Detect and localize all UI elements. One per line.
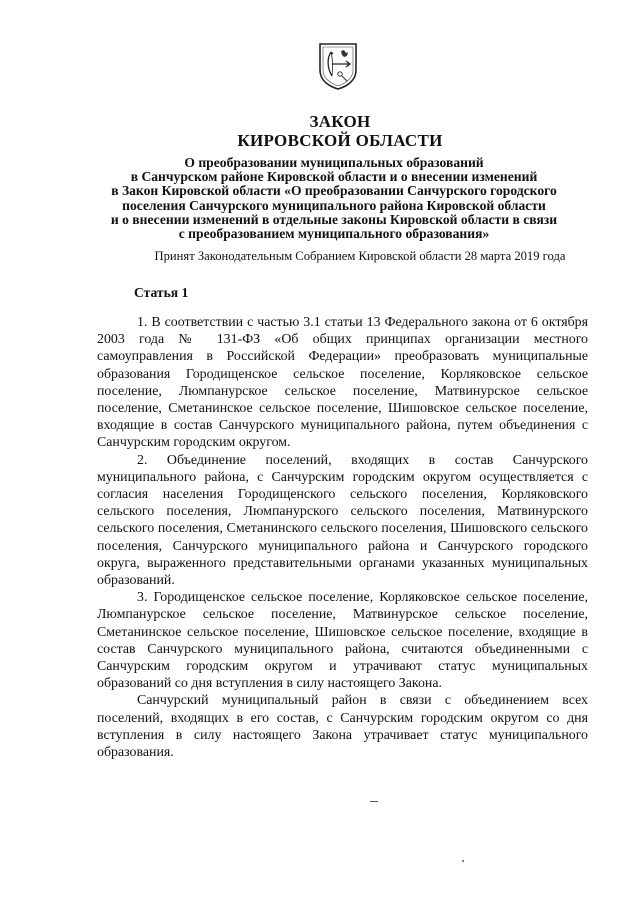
scan-artifact bbox=[462, 860, 464, 862]
law-region-title: КИРОВСКОЙ ОБЛАСТИ bbox=[237, 131, 443, 150]
article-body bbox=[97, 314, 588, 761]
scan-artifact bbox=[370, 801, 378, 802]
law-title: ЗАКОН bbox=[309, 112, 371, 131]
coat-of-arms-icon bbox=[318, 42, 358, 90]
law-subtitle bbox=[40, 156, 628, 241]
paragraph-3: 3. Городищенское сельское поселение, Корляковское сельское поселение, Люмпанурское сельское поселение, Матвинурское сельское поселение, Сметанинское сельское поселение, Шишовское сельское поселение, входящие в состав Санчурского муниципального района, считаются объединенными с Санчурским городским округом и утрачивают статус муниципальных образований со дня вступления в силу настоящего Закона. bbox=[97, 590, 588, 692]
subtitle-line: О преобразовании муниципальных образований bbox=[184, 155, 484, 170]
paragraph-4: Санчурский муниципальный район в связи с объединением всех поселений, входящих в его состав, с Санчурским городским округом со дня вступления в силу настоящего Закона утрачивает статус муниципального образования. bbox=[97, 693, 588, 761]
subtitle-line: с преобразованием муниципального образования» bbox=[178, 226, 490, 242]
article-heading: Статья 1 bbox=[134, 285, 189, 300]
subtitle-line: и о внесении изменений в отдельные законы Кировской области в связи bbox=[110, 211, 558, 227]
subtitle-line: в Санчурском районе Кировской области и о внесении изменений bbox=[130, 169, 538, 185]
adoption-note: Принят Законодательным Собранием Кировской области 28 марта 2019 года bbox=[154, 249, 566, 263]
paragraph-1: 1. В соответствии с частью 3.1 статьи 13 Федерального закона от 6 октября 2003 года № 131-ФЗ «Об общих принципах организации местного самоуправления в Российской Федерации» преобразовать муниципальные образования Городищенское сельское поселение, Корляковское сельское поселение, Люмпанурское сельское поселение, Матвинурское сельское поселение, Сметанинское сельское поселение, Шишовское сельское поселение, входящие в состав Санчурского муниципального района, путем объединения с Санчурским городским округом. bbox=[97, 315, 588, 451]
subtitle-line: в Закон Кировской области «О преобразовании Санчурского городского bbox=[111, 183, 557, 199]
subtitle-line: поселения Санчурского муниципального района Кировской области bbox=[122, 197, 546, 213]
paragraph-2: 2. Объединение поселений, входящих в состав Санчурского муниципального района, с Санчурским городским округом осуществляется с согласия населения Городищенского сельского поселения, Корляковского сельского поселения, Люмпанурского сельского поселения, Матвинурского сельского поселения, Сметанинского сельского поселения, Шишовского сельского поселения, Санчурского муниципального района и Санчурского городского округа, выраженного представительными органами указанных муниципальных образований. bbox=[97, 452, 588, 589]
